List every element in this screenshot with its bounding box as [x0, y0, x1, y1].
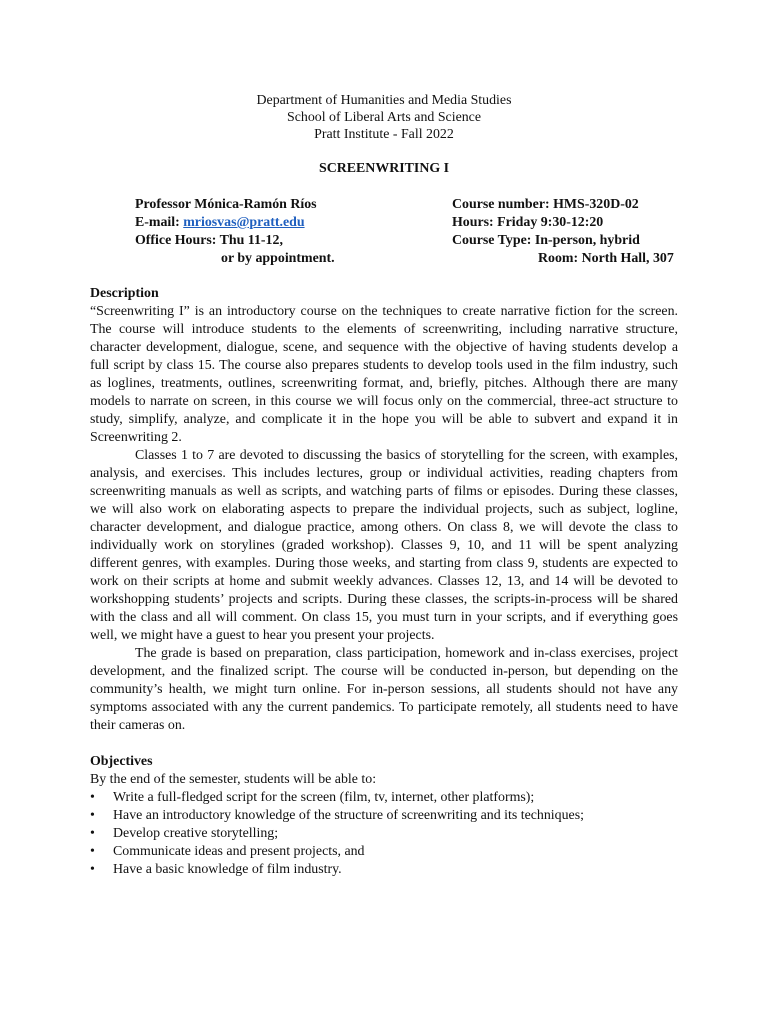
bullet-icon: • [90, 862, 95, 877]
list-item [90, 825, 678, 843]
institute-term-line: Pratt Institute - Fall 2022 [314, 127, 454, 142]
school-line: School of Liberal Arts and Science [286, 110, 482, 125]
bullet-icon: • [90, 808, 95, 823]
syllabus-body [90, 285, 678, 879]
objectives-list [90, 789, 678, 879]
course-title: SCREENWRITING I [318, 161, 450, 176]
office-hours: Office Hours: Thu 11-12, [135, 233, 283, 248]
bullet-icon: • [90, 826, 95, 841]
objectives-intro: By the end of the semester, students will be able to: [90, 772, 377, 787]
objectives-heading: Objectives [90, 754, 153, 769]
document-header [0, 92, 768, 143]
course-type: Course Type: In-person, hybrid [452, 233, 640, 248]
department-line: Department of Humanities and Media Studies [256, 93, 512, 108]
list-item [90, 843, 678, 861]
objective-text: Have a basic knowledge of film industry. [113, 862, 342, 877]
description-heading: Description [90, 286, 159, 301]
objective-text: Have an introductory knowledge of the structure of screenwriting and its techniques; [113, 808, 584, 823]
description-paragraph: Classes 1 to 7 are devoted to discussing the basics of storytelling for the screen, with examples, analysis, and exercises. This includes lectures, group or individual activities, reading chapters from screenwriting manuals as well as scripts, and watching parts of films or episodes. During these classes, we will also work on elaborating aspects to prepare the individual projects, such as subject, logline, character development, and dialogue practice, among others. On class 8, we will devote the class to individually work on storylines (graded workshop). Classes 9, 10, and 11 will be spent analyzing different genres, with examples. During those weeks, and starting from class 9, students are expected to work on their scripts at home and submit weekly advances. Classes 12, 13, and 14 will be devoted to workshopping students’ projects and scripts. During these classes, the scripts-in-process will be shared with the class and all will comment. On class 15, you must turn in your scripts, and if everything goes well, we might have a guest to hear you present your projects. [90, 448, 678, 643]
room: Room: North Hall, 307 [538, 251, 674, 266]
section-spacer [90, 735, 678, 753]
objective-text: Develop creative storytelling; [113, 826, 279, 841]
description-paragraph: The grade is based on preparation, class participation, homework and in-class exercises, project development, and the finalized script. The course will be conducted in-person, but depending on the community’s health, we might turn online. For in-person sessions, all students should not have any symptoms associated with any the current pandemics. To participate remotely, all students need to have their cameras on. [90, 646, 678, 733]
course-number: Course number: HMS-320D-02 [452, 197, 639, 212]
class-hours: Hours: Friday 9:30-12:20 [452, 215, 604, 230]
list-item [90, 789, 678, 807]
office-hours-appointment: or by appointment. [221, 251, 335, 266]
email-link[interactable]: mriosvas@pratt.edu [183, 215, 305, 230]
description-paragraph: “Screenwriting I” is an introductory course on the techniques to create narrative fiction for the screen. The course will introduce students to the elements of screenwriting, including narrative structure, character development, dialogue, scene, and sequence with the objective of having students develop a full script by class 15. The course also prepares students to develop tools used in the film industry, such as loglines, treatments, outlines, screenwriting format, and, briefly, pitches. Although there are many models to narrate on screen, in this course we will focus only on the commercial, three-act structure to study, simplify, analyze, and complicate it in the hope you will be able to subvert and expand it in Screenwriting 2. [90, 304, 678, 445]
professor-name: Professor Mónica-Ramón Ríos [135, 197, 317, 212]
list-item [90, 807, 678, 825]
email-line [135, 214, 452, 232]
course-info-block [135, 196, 695, 268]
list-item [90, 861, 678, 879]
objective-text: Write a full-fledged script for the screen (film, tv, internet, other platforms); [113, 790, 535, 805]
bullet-icon: • [90, 844, 95, 859]
objective-text: Communicate ideas and present projects, and [113, 844, 365, 859]
email-label: E-mail: [135, 215, 184, 230]
bullet-icon: • [90, 790, 95, 805]
